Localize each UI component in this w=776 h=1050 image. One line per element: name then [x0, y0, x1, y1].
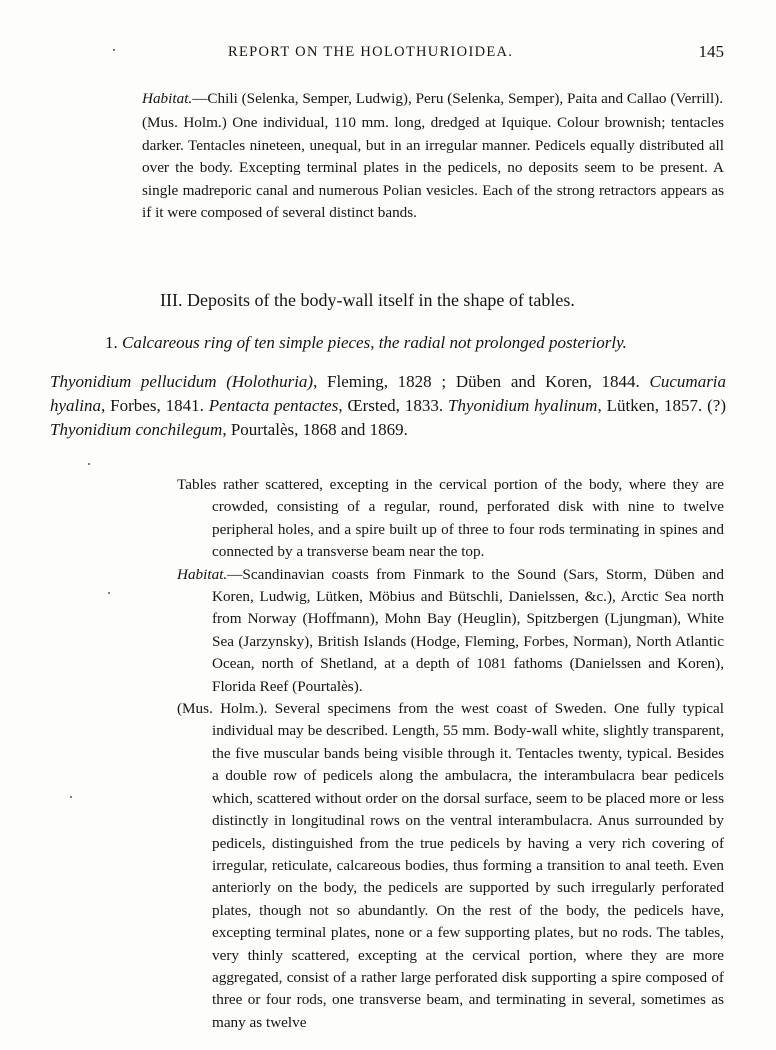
habitat-paragraph — [107, 88, 724, 110]
synonym-2: Pentacta pentactes — [208, 396, 339, 415]
subheading — [105, 333, 627, 353]
author-1: , Fleming, 1828 ; Düben and Koren, 1844. — [313, 372, 640, 391]
header-title: REPORT ON THE HOLOTHURIOIDEA. — [228, 44, 514, 60]
species-name: Thyonidium pellucidum — [50, 372, 217, 391]
author-3: , Œrsted, 1833. — [338, 396, 444, 415]
page-number: 145 — [698, 42, 724, 61]
habitat-text: —Chili (Selenka, Semper, Ludwig), Peru (Selenka, Semper), Paita and Callao (Verrill). — [192, 90, 724, 107]
speck — [113, 49, 115, 51]
author-4: , Lütken, 1857. (?) — [597, 396, 726, 415]
genus-paren: (Holothuria) — [226, 372, 314, 391]
habitat-label: Habitat. — [142, 90, 193, 107]
subheading-number: 1. — [105, 333, 118, 352]
synonym-3: Thyonidium hyalinum — [448, 396, 598, 415]
habitat-paragraph-2 — [177, 564, 724, 698]
author-5: , Pourtalès, 1868 and 1869. — [222, 420, 408, 439]
speck — [70, 796, 72, 798]
author-2: , Forbes, 1841. — [101, 396, 204, 415]
speck — [88, 463, 90, 465]
running-header — [0, 42, 776, 66]
top-section — [142, 88, 724, 224]
habitat-label-2: Habitat. — [177, 565, 228, 583]
section-heading: III. Deposits of the body-wall itself in the shape of tables. — [160, 290, 575, 310]
synonym-4: Thyonidium conchilegum — [50, 420, 223, 439]
tables-paragraph: Tables rather scattered, excepting in the cervical portion of the body, where they are crowded, consisting of a regular, round, perforated disk with nine to twelve peripheral holes, and a spire built up of three to four rods terminating in spines and connected by a transverse beam near the top. — [177, 476, 724, 561]
description — [177, 474, 724, 1034]
synonym-1: Cucumaria hyalina — [50, 372, 727, 415]
museum-paragraph: (Mus. Holm.) One individual, 110 mm. long, dredged at Iquique. Colour brownish; tentacles darker. Tentacles nineteen, unequal, but in an irregular manner. Pedicels equally distributed all over the body. Excepting terminal plates in the pedicels, no deposits seem to be present. A single madreporic canal and numerous Polian vesicles. Each of the strong retractors appears as if it were composed of several distinct bands. — [142, 114, 724, 222]
speck — [108, 592, 110, 594]
subheading-text: Calcareous ring of ten simple pieces, the radial not prolonged posteriorly. — [122, 333, 627, 352]
museum-paragraph-2: (Mus. Holm.). Several specimens from the west coast of Sweden. One fully typical individual may be described. Length, 55 mm. Body-wall white, slightly transparent, the five muscular bands being visible through it. Tentacles twenty, typical. Besides a double row of pedicels along the ambulacra, the interambulacra bear pedicels which, scattered without order on the dorsal surface, seem to be placed more or less distinctly in longitudinal rows on the ventral interambulacra. Anus surrounded by pedicels, distinguished from the true pedicels by having a very rich covering of irregular, reticulate, calcareous bodies, thus forming a transition to anal teeth. Even anteriorly on the body, the pedicels are supported by such irregularly perforated plates, though not so abundantly. On the rest of the body, the pedicels have, excepting terminal plates, none or a few supporting plates, but no rods. The tables, very thinly scattered, excepting at the cervical portion, where they are more aggregated, consist of a rather large perforated disk supporting a spire composed of three or four rods, one transverse beam, and terminating in several, sometimes as many as twelve — [177, 700, 724, 1031]
species-synonymy — [50, 370, 726, 442]
habitat-text-2: —Scandinavian coasts from Finmark to the Sound (Sars, Storm, Düben and Koren, Ludwig, Lütken, Möbius and Bütschli, Danielssen, &c.), Arctic Sea north from Norway (Hoffmann), Mohn Bay (Heuglin), Spitzbergen (Ljungman), White Sea (Jarzynsky), British Islands (Hodge, Fleming, Forbes, Norman), North Atlantic Ocean, north of Shetland, at a depth of 1081 fathoms (Danielssen and Koren), Florida Reef (Pourtalès). — [212, 565, 724, 695]
